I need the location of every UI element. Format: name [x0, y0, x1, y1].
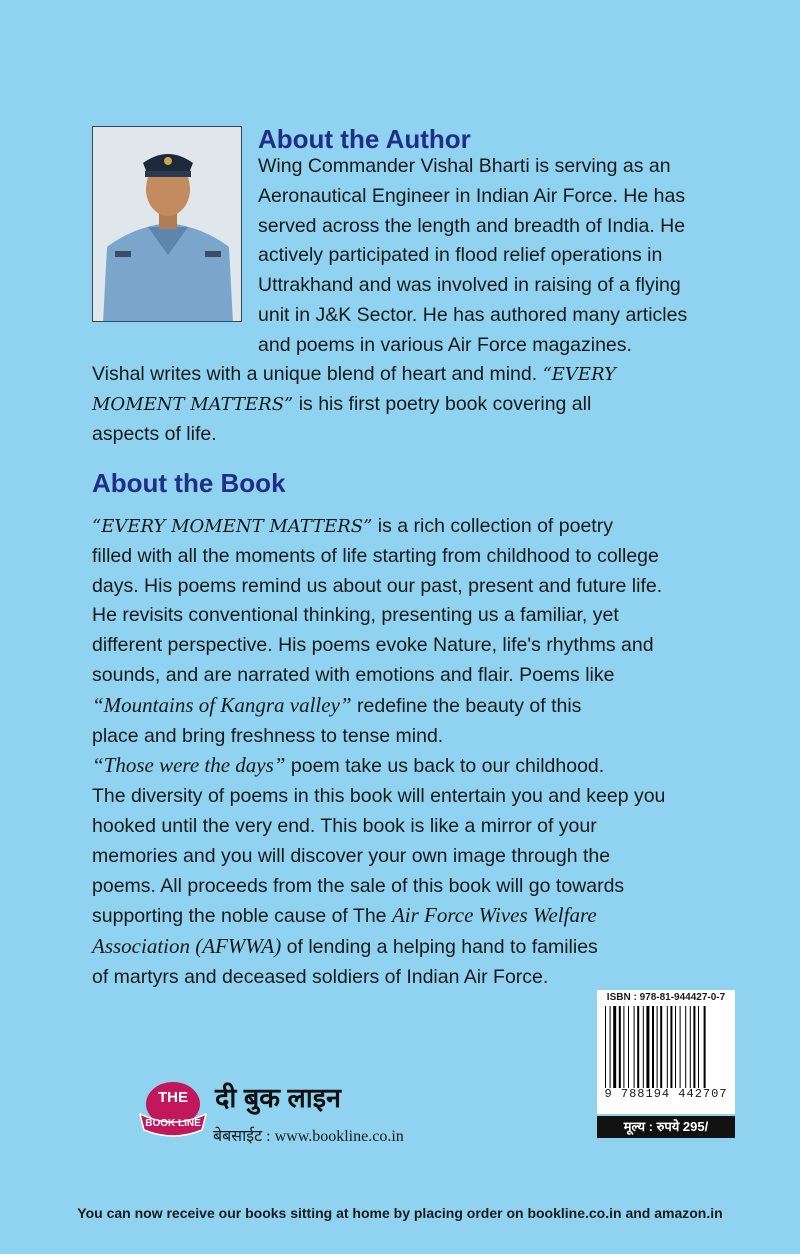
bio-line: actively participated in flood relief operations in — [258, 244, 663, 267]
barcode-digits: 9 788194 442707 — [604, 1087, 728, 1101]
about-author-heading: About the Author — [258, 124, 471, 154]
bio-line: served across the length and breadth of India. He — [258, 214, 686, 237]
desc-text: redefine the beauty of this — [357, 694, 582, 717]
desc-line: The diversity of poems in this book will entertain you and keep you — [92, 785, 666, 808]
desc-line: different perspective. His poems evoke Nature, life's rhythms and — [92, 634, 654, 657]
bio-line: Uttrakhand and was involved in raising of a flying — [258, 274, 681, 297]
bio-line — [92, 390, 735, 420]
bio-text: Vishal writes with a unique blend of heart and mind. — [92, 363, 538, 385]
barcode-bars — [605, 1006, 727, 1088]
desc-line: days. His poems remind us about our past, present and future life. — [92, 574, 663, 597]
book-title: “EVERY MOMENT MATTERS” — [92, 516, 373, 537]
organization-name: Association (AFWWA) — [92, 934, 282, 959]
desc-line: of martyrs and deceased soldiers of Indian Air Force. — [92, 965, 549, 988]
desc-text: is a rich collection of poetry — [377, 515, 613, 537]
logo-text-bottom: BOOK LINE — [145, 1118, 201, 1129]
publisher-website: बेबसाईट : www.bookline.co.in — [213, 1128, 404, 1145]
desc-line: poems. All proceeds from the sale of this book will go towards — [92, 874, 625, 897]
about-book-heading: About the Book — [92, 468, 286, 498]
logo-text-top: THE — [158, 1089, 188, 1106]
bio-line: Aeronautical Engineer in Indian Air Force. He has — [258, 184, 686, 207]
isbn-barcode — [597, 990, 735, 1114]
desc-line: filled with all the moments of life starting from childhood to college — [92, 544, 659, 567]
bio-line: unit in J&K Sector. He has authored many articles — [258, 303, 688, 326]
desc-line: sounds, and are narrated with emotions and flair. Poems like — [92, 663, 615, 686]
desc-line — [92, 751, 735, 782]
desc-line: hooked until the very end. This book is like a mirror of your — [92, 814, 597, 837]
price-label: मूल्य : रुपये 295/ — [597, 1116, 735, 1138]
publisher-name: दी बुक लाइन — [215, 1083, 342, 1113]
desc-line — [92, 691, 735, 722]
bio-line: Wing Commander Vishal Bharti is serving as an — [258, 155, 671, 177]
desc-text: poem take us back to our childhood. — [290, 755, 605, 778]
desc-line — [92, 512, 735, 542]
bio-line: and poems in various Air Force magazines. — [258, 333, 632, 356]
bio-line — [92, 360, 735, 390]
author-photo — [92, 126, 242, 322]
publisher-logo — [138, 1080, 208, 1138]
author-bio — [258, 152, 735, 361]
desc-line — [92, 932, 735, 963]
book-description — [92, 512, 735, 993]
desc-line: He revisits conventional thinking, presenting us a familiar, yet — [92, 604, 619, 627]
isbn-label: ISBN : 978-81-944427-0-7 — [606, 992, 726, 1003]
book-title: “EVERY — [542, 364, 616, 385]
desc-text: supporting the noble cause of The — [92, 905, 387, 928]
bio-text: is his first poetry book covering all — [298, 392, 592, 415]
organization-name: Air Force Wives Welfare — [391, 903, 597, 928]
book-title: MOMENT MATTERS” — [92, 393, 294, 415]
desc-line — [92, 901, 735, 932]
author-bio-continued — [92, 360, 735, 449]
desc-line: place and bring freshness to tense mind. — [92, 724, 444, 747]
bio-line: aspects of life. — [92, 422, 217, 445]
desc-text: of lending a helping hand to families — [286, 936, 598, 959]
poem-title: “Those were the days” — [92, 753, 286, 778]
poem-title: “Mountains of Kangra valley” — [92, 692, 352, 717]
desc-line: memories and you will discover your own image through the — [92, 844, 611, 867]
footer-note: You can now receive our books sitting at home by placing order on bookline.co.in and amazon.in — [77, 1205, 723, 1221]
